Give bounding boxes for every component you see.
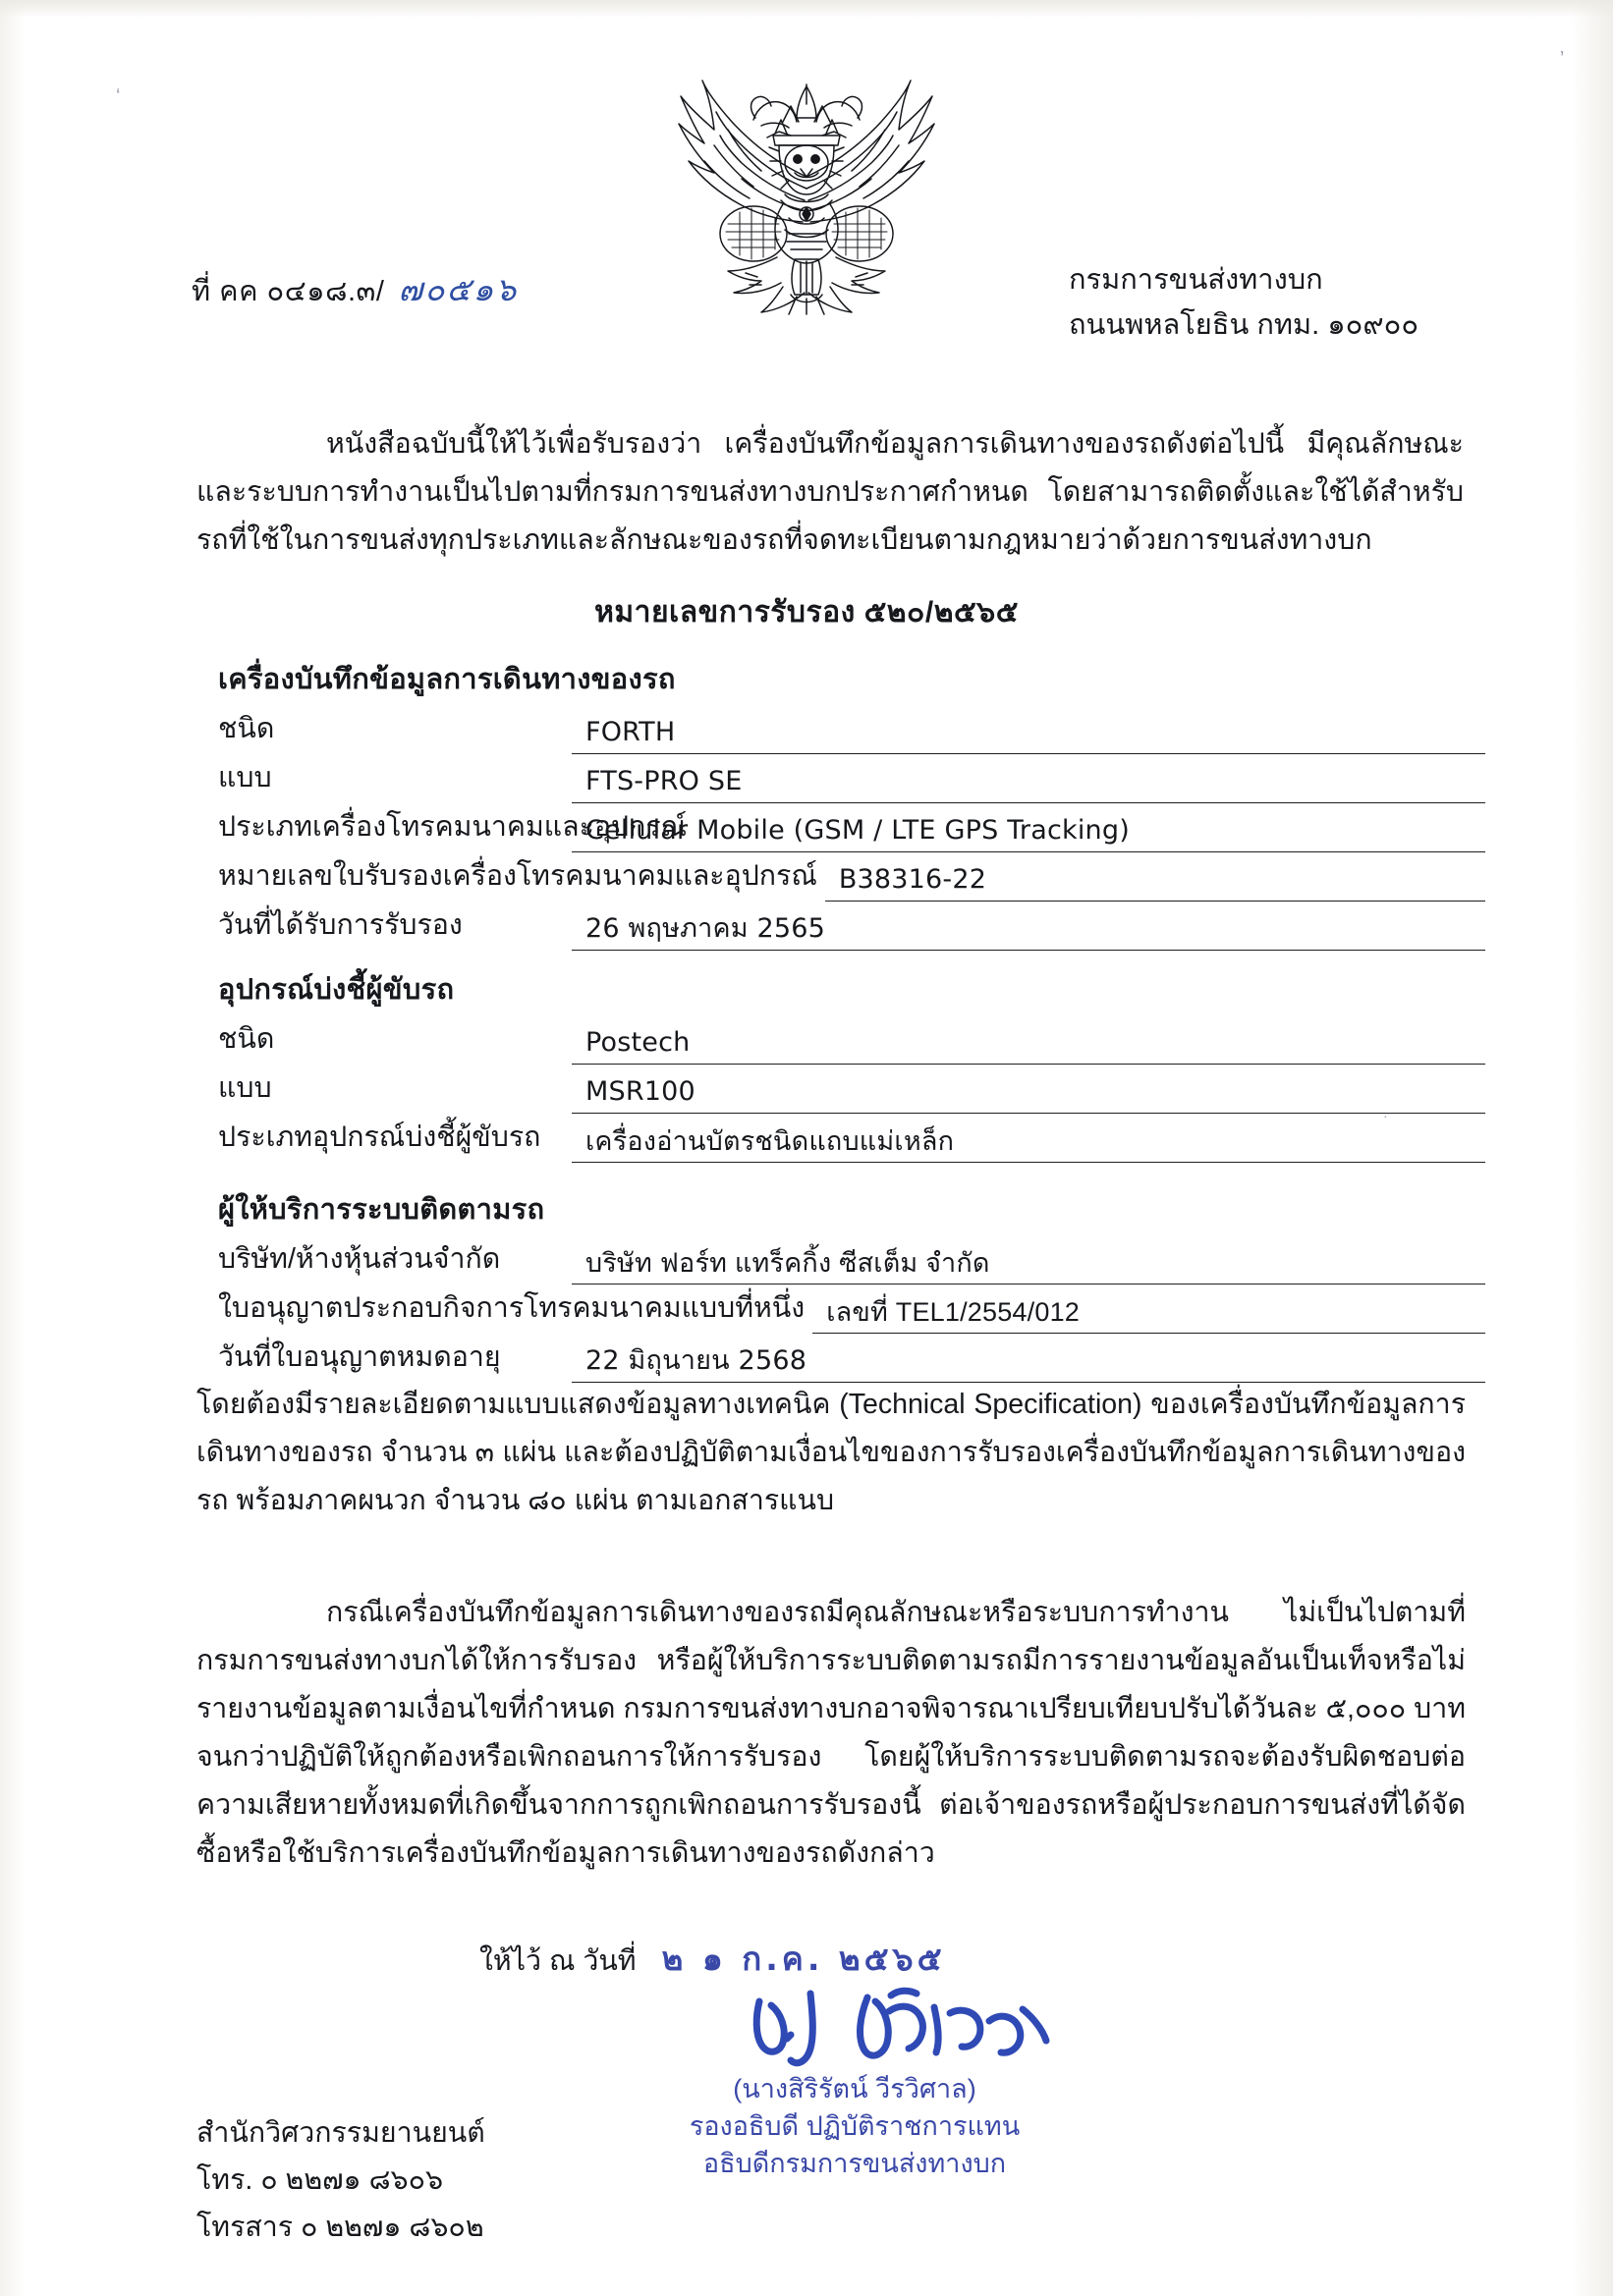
field-label: วันที่ได้รับการรับรอง	[218, 909, 463, 941]
field-underline	[572, 1075, 1485, 1114]
field-label: ชนิด	[218, 1023, 275, 1055]
signer-block	[589, 2070, 1120, 2182]
field-row	[218, 1015, 1485, 1065]
field-row	[218, 902, 1485, 951]
agency-address	[1069, 257, 1418, 348]
signature-mark	[742, 1984, 1066, 2077]
section-title: เครื่องบันทึกข้อมูลการเดินทางของรถ	[218, 664, 676, 695]
field-value: 26 พฤษภาคม 2565	[585, 913, 825, 944]
margin-mark-left: ʻ	[116, 86, 121, 108]
reference-prefix: ที่ คค ๐๔๑๘.๓/	[192, 276, 385, 307]
margin-mark-right: ʼ	[1560, 49, 1565, 71]
field-value: เลขที่ TEL1/2554/012	[826, 1297, 1080, 1327]
footer-phone: โทร. ๐ ๒๒๗๑ ๘๖๐๖	[196, 2164, 444, 2196]
field-label: ประเภทอุปกรณ์บ่งชี้ผู้ขับรถ	[218, 1121, 541, 1153]
field-label: แบบ	[218, 1072, 272, 1104]
field-value: 22 มิถุนายน 2568	[585, 1345, 807, 1376]
field-label: บริษัท/ห้างหุ้นส่วนจำกัด	[218, 1243, 501, 1275]
field-label: แบบ	[218, 762, 272, 793]
specification-paragraph: โดยต้องมีรายละเอียดตามแบบแสดงข้อมูลทางเทคนิค (Technical Specification) ของเครื่องบันทึกข้อมูลการเดินทางของรถ จำนวน ๓ แผ่น และต้องปฏิบัติตามเงื่อนไขของการรับรองเครื่องบันทึกข้อมูลการเดินทางของรถ พร้อมภาคผนวก จำนวน ๘๐ แผ่น ตามเอกสารแนบ	[196, 1389, 1466, 1516]
field-underline	[572, 1026, 1485, 1065]
section-recorder	[218, 656, 1485, 951]
issue-date-line	[479, 1933, 946, 1985]
field-underline	[572, 1246, 1485, 1285]
agency-name: กรมการขนส่งทางบก	[1069, 264, 1323, 296]
field-value: เครื่องอ่านบัตรชนิดแถบแม่เหล็ก	[585, 1126, 955, 1156]
penalty-paragraph-text: กรณีเครื่องบันทึกข้อมูลการเดินทางของรถมีคุณลักษณะหรือระบบการทำงาน ไม่เป็นไปตามที่กรมการขนส่งทางบกได้ให้การรับรอง หรือผู้ให้บริการระบบติดตามรถมีการรายงานข้อมูลอันเป็นเท็จหรือไม่รายงานข้อมูลตามเงื่อนไขที่กำหนด กรมการขนส่งทางบกอาจพิจารณาเปรียบเทียบปรับได้วันละ ๕,๐๐๐ บาท จนกว่าปฏิบัติให้ถูกต้องหรือเพิกถอนการให้การรับรอง โดยผู้ให้บริการระบบติดตามรถจะต้องรับผิดชอบต่อความเสียหายทั้งหมดที่เกิดขึ้นจากการถูกเพิกถอนการรับรองนี้ ต่อเจ้าของรถหรือผู้ประกอบการขนส่งที่ได้จัดซื้อหรือใช้บริการเครื่องบันทึกข้อมูลการเดินทางของรถดังกล่าว	[196, 1597, 1466, 1869]
issue-date-stamp: ๒ ๑ ก.ค. ๒๕๖๕	[661, 1940, 946, 1978]
field-row	[218, 803, 1485, 852]
reference-handwritten-number: ๗๐๕๑๖	[398, 270, 519, 308]
intro-paragraph	[196, 420, 1464, 565]
section-service-provider	[218, 1186, 1485, 1383]
field-row	[218, 1235, 1485, 1285]
field-value: บริษัท ฟอร์ท แทร็คกิ้ง ซีสเต็ม จำกัด	[585, 1248, 990, 1278]
issue-date-label: ให้ไว้ ณ วันที่	[479, 1945, 637, 1977]
scan-edge	[0, 0, 1613, 18]
field-underline	[572, 765, 1485, 803]
field-value: B38316-22	[838, 864, 987, 895]
footer-office: สำนักวิศวกรรมยานยนต์	[196, 2117, 485, 2149]
margin-mark-mid: ·	[1383, 1108, 1388, 1123]
agency-street: ถนนพหลโยธิน กทม. ๑๐๙๐๐	[1069, 309, 1419, 341]
field-underline	[825, 863, 1485, 902]
field-value: FORTH	[585, 717, 676, 747]
field-value: Cellular Mobile (GSM / LTE GPS Tracking)	[585, 815, 1130, 846]
intro-paragraph-text: หนังสือฉบับนี้ให้ไว้เพื่อรับรองว่า เครื่องบันทึกข้อมูลการเดินทางของรถดังต่อไปนี้ มีคุณลักษณะและระบบการทำงานเป็นไปตามที่กรมการขนส่งทางบกประกาศกำหนด โดยสามารถติดตั้งและใช้ได้สำหรับรถที่ใช้ในการขนส่งทุกประเภทและลักษณะของรถที่จดทะเบียนตามกฎหมายว่าด้วยการขนส่งทางบก	[196, 428, 1464, 556]
field-row	[218, 1334, 1485, 1383]
field-underline	[572, 1344, 1485, 1383]
garuda-emblem	[659, 61, 954, 316]
signer-organization: อธิบดีกรมการขนส่งทางบก	[702, 2149, 1007, 2178]
field-value: FTS-PRO SE	[585, 766, 743, 796]
field-row	[218, 754, 1485, 803]
section-title: อุปกรณ์บ่งชี้ผู้ขับรถ	[218, 974, 455, 1006]
field-row	[218, 1114, 1485, 1163]
field-underline	[572, 814, 1485, 852]
field-row	[218, 1065, 1485, 1114]
footer-contact-block	[196, 2109, 485, 2251]
field-row	[218, 1285, 1485, 1334]
certificate-number: หมายเลขการรับรอง ๕๒๐/๒๕๖๕	[594, 596, 1019, 629]
field-underline	[812, 1295, 1485, 1334]
signer-position: รองอธิบดี ปฏิบัติราชการแทน	[689, 2111, 1021, 2141]
footer-fax: โทรสาร ๐ ๒๒๗๑ ๘๖๐๒	[196, 2212, 484, 2243]
field-row	[218, 705, 1485, 754]
field-label: ชนิด	[218, 713, 275, 744]
field-value: Postech	[585, 1027, 691, 1058]
field-underline	[572, 912, 1485, 951]
reference-line	[192, 263, 518, 315]
penalty-paragraph	[196, 1589, 1466, 1878]
field-label: หมายเลขใบรับรองเครื่องโทรคมนาคมและอุปกรณ์	[218, 860, 817, 892]
section-title: ผู้ให้บริการระบบติดตามรถ	[218, 1194, 545, 1226]
field-value: MSR100	[585, 1076, 695, 1107]
field-underline	[572, 716, 1485, 754]
field-underline	[572, 1124, 1485, 1163]
field-label: ใบอนุญาตประกอบกิจการโทรคมนาคมแบบที่หนึ่ง	[218, 1292, 806, 1324]
field-label: ประเภทเครื่องโทรคมนาคมและอุปกรณ์	[218, 811, 688, 843]
section-driver-id-device	[218, 966, 1485, 1163]
field-label: วันที่ใบอนุญาตหมดอายุ	[218, 1341, 501, 1373]
signer-name: (นางสิริรัตน์ วีรวิศาล)	[733, 2074, 976, 2104]
field-row	[218, 852, 1485, 902]
